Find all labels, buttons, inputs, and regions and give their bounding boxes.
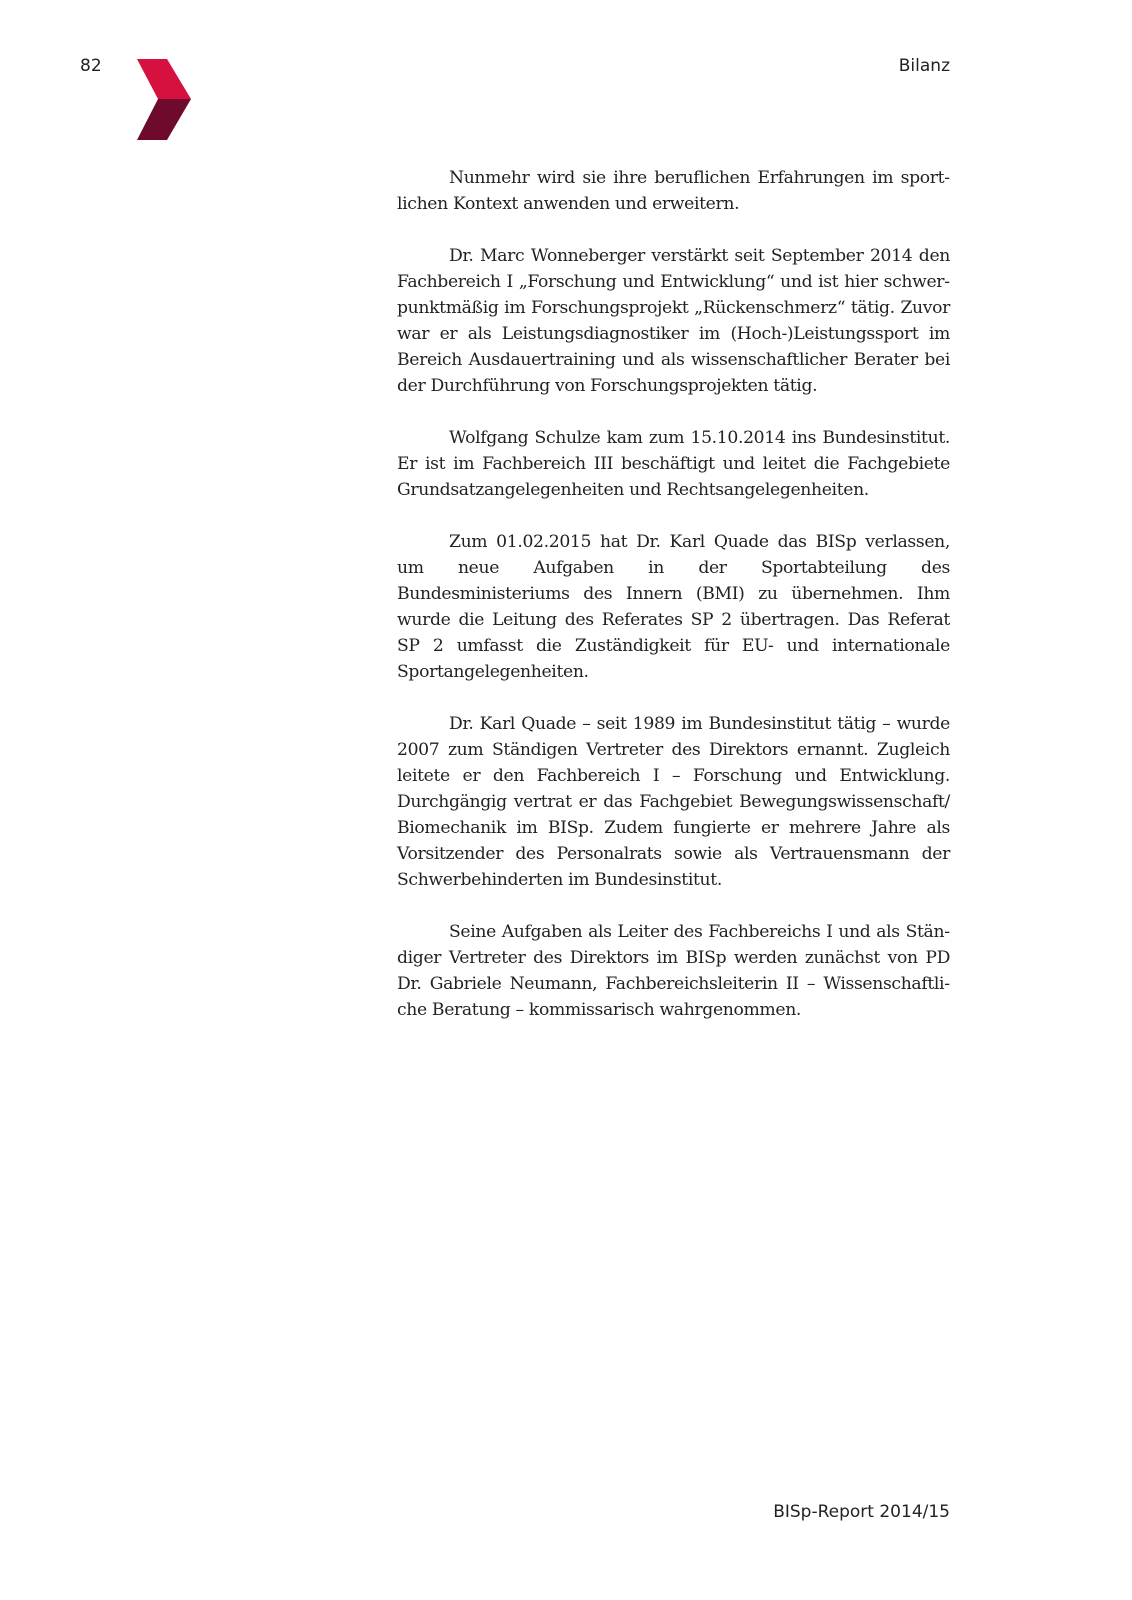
section-title: Bilanz xyxy=(898,56,950,76)
paragraph: Dr. Karl Quade – seit 1989 im Bundesinstitut tätig – wurde 2007 zum Ständigen Vertreter des Direktors ernannt. Zugleich leitete er den Fachbereich I – Forschung und Entwicklung. Durchgängig vertrat er das Fachgebiet Bewegungswissenschaft/ Biomechanik im BISp. Zudem fungierte er mehrere Jahre als Vorsitzender des Personalrats sowie als Vertrauensmann der Schwerbehinderten im Bundesinstitut. xyxy=(397,714,950,890)
page-number: 82 xyxy=(80,56,102,76)
paragraph: Wolfgang Schulze kam zum 15.10.2014 ins Bundesinstitut. Er ist im Fachbereich III beschäftigt und leitet die Fachgebiete Grundsatzangelegenheiten und Rechtsangelegenheiten. xyxy=(397,428,950,500)
paragraph: Zum 01.02.2015 hat Dr. Karl Quade das BISp verlassen, um neue Aufgaben in der Sportabteilung des Bundesministeriums des Innern (BMI) zu übernehmen. Ihm wurde die Leitung des Referates SP 2 übertragen. Das Referat SP 2 umfasst die Zuständigkeit für EU- und internationale Sportangelegenheiten. xyxy=(397,532,950,682)
paragraph: Seine Aufgaben als Leiter des Fachbereichs I und als Ständiger Vertreter des Direktors im BISp werden zunächst von PD Dr. Gabriele Neumann, Fachbereichsleiterin II – Wissenschaftliche Beratung – kommissarisch wahrgenommen. xyxy=(397,922,950,1020)
body-text xyxy=(397,165,950,1049)
paragraph: Nunmehr wird sie ihre beruflichen Erfahrungen im sportlichen Kontext anwenden und erweitern. xyxy=(397,168,950,214)
logo-chevron-top xyxy=(137,59,191,99)
logo-chevron-bottom xyxy=(137,99,191,140)
footer-publication: BISp-Report 2014/15 xyxy=(773,1502,950,1522)
paragraph: Dr. Marc Wonneberger verstärkt seit September 2014 den Fachbereich I „Forschung und Entwicklung“ und ist hier schwerpunktmäßig im Forschungsprojekt „Rückenschmerz“ tätig. Zuvor war er als Leistungsdiagnostiker im (Hoch-)Leistungssport im Bereich Ausdauertraining und als wissenschaftlicher Berater bei der Durchführung von Forschungsprojekten tätig. xyxy=(397,246,950,396)
bisp-chevron-logo-icon xyxy=(137,59,191,140)
